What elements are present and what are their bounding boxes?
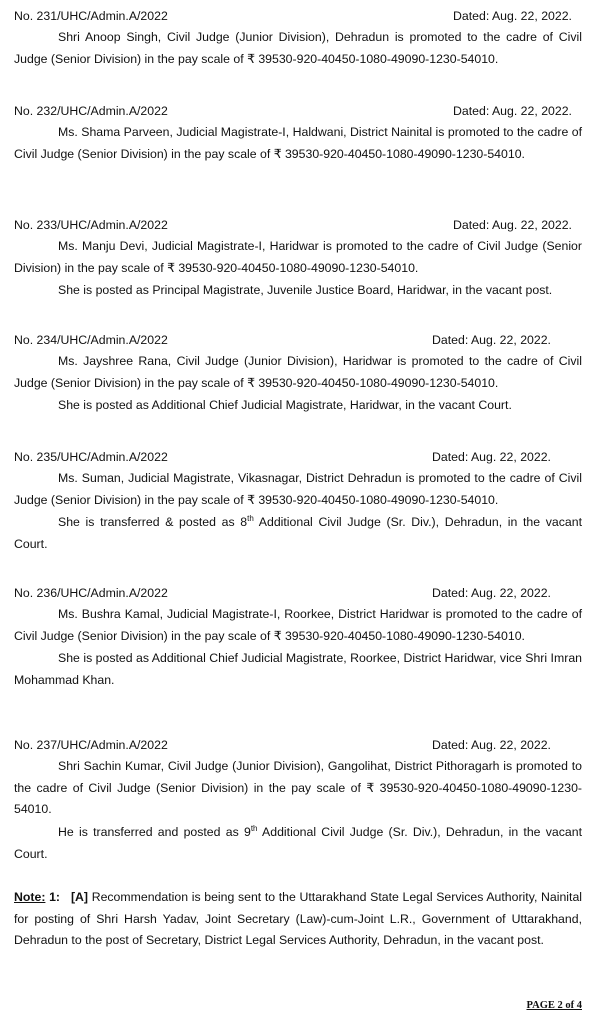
order-header (14, 331, 582, 349)
order-header (14, 448, 582, 466)
order-number: No. 235/UHC/Admin.A/2022 (14, 450, 168, 464)
posting-text-end: Additional Civil Judge (Sr. Div.), Dehradun, in the vacant Court. (14, 515, 582, 552)
order-235 (14, 448, 582, 556)
order-header (14, 7, 582, 25)
order-236 (14, 584, 582, 692)
page-number: PAGE 2 of 4 (526, 1000, 582, 1011)
order-promotion-text: Shri Anoop Singh, Civil Judge (Junior Division), Dehradun is promoted to the cadre of Civil Judge (Senior Division) in the pay scale of ₹ 39530-920-40450-1080-49090-1230-54010. (14, 30, 582, 66)
note-subsection: [A] (70, 890, 89, 904)
order-232 (14, 102, 582, 165)
order-date: Dated: Aug. 22, 2022. (432, 586, 551, 600)
order-header (14, 584, 582, 602)
order-promotion-text: Ms. Shama Parveen, Judicial Magistrate-I, Haldwani, District Nainital is promoted to the cadre of Civil Judge (Senior Division) in the pay scale of ₹ 39530-920-40450-1080-49090-1230-54010. (14, 125, 582, 161)
order-date: Dated: Aug. 22, 2022. (432, 450, 551, 464)
order-234 (14, 331, 582, 417)
order-header (14, 102, 582, 120)
order-promotion-text: Ms. Bushra Kamal, Judicial Magistrate-I, Roorkee, District Haridwar is promoted to the cadre of Civil Judge (Senior Division) in the pay scale of ₹ 39530-920-40450-1080-49090-1230-54010. (14, 607, 582, 643)
note-number: 1: (49, 890, 61, 904)
order-promotion-text: Ms. Manju Devi, Judicial Magistrate-I, Haridwar is promoted to the cadre of Civil Judge (Senior Division) in the pay scale of ₹ 39530-920-40450-1080-49090-1230-54010. (14, 239, 582, 275)
order-number: No. 237/UHC/Admin.A/2022 (14, 738, 168, 752)
order-date: Dated: Aug. 22, 2022. (453, 218, 572, 232)
order-number: No. 232/UHC/Admin.A/2022 (14, 104, 168, 118)
order-237 (14, 736, 582, 866)
order-posting-text: She is posted as Additional Chief Judicial Magistrate, Haridwar, in the vacant Court. (58, 398, 512, 413)
note-label: Note: (14, 890, 46, 904)
order-posting-text: She is posted as Additional Chief Judicial Magistrate, Roorkee, District Haridwar, vice Shri Imran Mohammad Khan. (14, 651, 582, 688)
order-promotion-text: Shri Sachin Kumar, Civil Judge (Junior Division), Gangolihat, District Pithoragarh is promoted to the cadre of Civil Judge (Senior Division) in the pay scale of ₹ 39530-920-40450-1080-49090-1230-54010. (14, 759, 582, 817)
order-233 (14, 216, 582, 302)
order-posting-text: She is posted as Principal Magistrate, Juvenile Justice Board, Haridwar, in the vacant post. (58, 283, 553, 298)
order-promotion-text: Ms. Suman, Judicial Magistrate, Vikasnagar, District Dehradun is promoted to the cadre of Civil Judge (Senior Division) in the pay scale of ₹ 39530-920-40450-1080-49090-1230-54010. (14, 471, 582, 507)
order-date: Dated: Aug. 22, 2022. (453, 9, 572, 23)
order-header (14, 216, 582, 234)
note-paragraph (14, 887, 582, 952)
note-text: Recommendation is being sent to the Uttarakhand State Legal Services Authority, Nainital for posting of Shri Harsh Yadav, Joint Secretary (Law)-cum-Joint L.R., Government of Uttarakhand, Dehradun to the post of Secretary, District Legal Services Authority, Dehradun, in the vacant post. (14, 890, 583, 948)
ordinal-suffix: th (247, 514, 254, 524)
ordinal-suffix: th (250, 824, 258, 834)
order-231 (14, 7, 582, 70)
posting-text-start: He is transferred and posted as 9 (58, 825, 251, 840)
order-promotion-text: Ms. Jayshree Rana, Civil Judge (Junior Division), Haridwar is promoted to the cadre of Civil Judge (Senior Division) in the pay scale of ₹ 39530-920-40450-1080-49090-1230-54010. (14, 354, 582, 390)
posting-text-end: Additional Civil Judge (Sr. Div.), Dehradun, in the vacant Court. (14, 825, 582, 861)
order-number: No. 231/UHC/Admin.A/2022 (14, 9, 168, 23)
order-posting-text (14, 512, 582, 555)
order-posting-text (14, 822, 582, 865)
order-number: No. 233/UHC/Admin.A/2022 (14, 218, 168, 232)
order-date: Dated: Aug. 22, 2022. (432, 738, 551, 752)
order-number: No. 236/UHC/Admin.A/2022 (14, 586, 168, 600)
order-header (14, 736, 582, 754)
order-date: Dated: Aug. 22, 2022. (453, 104, 572, 118)
posting-text-start: She is transferred & posted as 8 (58, 515, 248, 530)
order-date: Dated: Aug. 22, 2022. (432, 333, 551, 347)
order-number: No. 234/UHC/Admin.A/2022 (14, 333, 168, 347)
